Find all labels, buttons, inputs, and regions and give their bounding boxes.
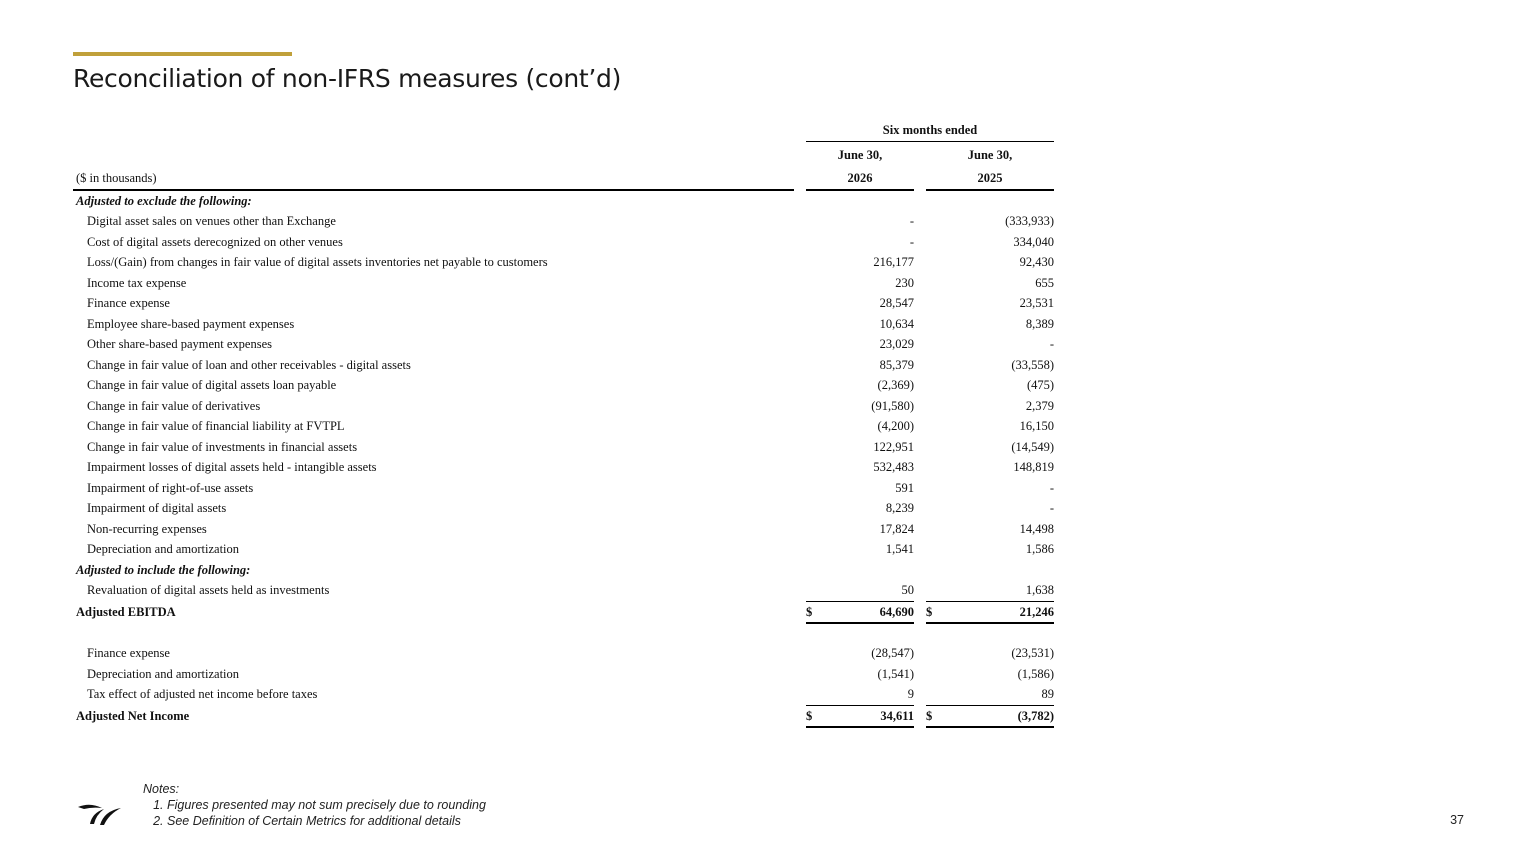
section-include-row: [73, 560, 1054, 581]
currency-cell: [926, 457, 942, 478]
table-row: [73, 437, 1054, 458]
currency-cell: [926, 478, 942, 499]
row-label: Revaluation of digital assets held as investments: [87, 583, 330, 598]
currency-cell: [806, 437, 822, 458]
value-2026: 8,239: [885, 501, 914, 515]
currency-cell: $: [806, 705, 822, 727]
currency-cell: [806, 396, 822, 417]
value-2025: 14,498: [1019, 521, 1055, 536]
gap-cell: [794, 457, 806, 478]
value-2025: 89: [1041, 687, 1055, 701]
currency-cell: [806, 684, 822, 705]
row-label: Change in fair value of loan and other receivables - digital assets: [87, 357, 411, 372]
row-label: Finance expense: [87, 296, 170, 310]
row-label: Non-recurring expenses: [87, 521, 207, 536]
value-2025: (3,782): [942, 705, 1054, 727]
value-2025: 148,819: [1013, 460, 1055, 474]
currency-cell: [806, 375, 822, 396]
row-label: Tax effect of adjusted net income before taxes: [87, 687, 318, 702]
reconciliation-table: [73, 120, 1054, 728]
row-label: Impairment losses of digital assets held - intangible assets: [87, 460, 377, 474]
value-2026: 28,547: [879, 296, 914, 310]
currency-cell: [806, 334, 822, 355]
currency-cell: [806, 457, 822, 478]
value-2025: -: [1049, 480, 1055, 495]
sep-cell: [914, 355, 926, 376]
value-2026: 1,541: [885, 542, 914, 556]
value-2026: (4,200): [877, 419, 914, 433]
sep-cell: [914, 437, 926, 458]
table-row: [73, 539, 1054, 560]
gap-cell: [794, 519, 806, 540]
sep-cell: [914, 601, 926, 623]
gap-cell: [794, 396, 806, 417]
currency-cell: [806, 664, 822, 685]
sep-cell: [914, 211, 926, 232]
sep-cell: [914, 314, 926, 335]
table-row: [73, 314, 1054, 335]
row-label: Impairment of right-of-use assets: [87, 480, 254, 495]
gap-cell: [794, 705, 806, 727]
row-label: Income tax expense: [87, 275, 187, 290]
sep-cell: [914, 396, 926, 417]
row-label: Impairment of digital assets: [87, 501, 227, 515]
value-2025: (14,549): [1011, 439, 1055, 454]
gap-cell: [794, 643, 806, 664]
table-row: [73, 355, 1054, 376]
currency-cell: [926, 437, 942, 458]
currency-cell: [926, 273, 942, 294]
table-row: [73, 457, 1054, 478]
table-row: [73, 211, 1054, 232]
value-2026: 34,611: [822, 705, 914, 727]
spacer-row: [73, 623, 1054, 643]
gap-cell: [794, 314, 806, 335]
gap-cell: [794, 334, 806, 355]
sep-cell: [914, 684, 926, 705]
sep-cell: [914, 478, 926, 499]
row-label: Change in fair value of investments in financial assets: [87, 439, 358, 454]
company-logo: [76, 800, 122, 826]
section-exclude-row: [73, 190, 1054, 212]
value-2025: 21,246: [942, 601, 1054, 623]
row-label: Adjusted EBITDA: [76, 604, 176, 619]
row-label: Other share-based payment expenses: [87, 337, 272, 351]
value-2026: 17,824: [879, 521, 914, 536]
value-2026: 532,483: [873, 460, 914, 474]
value-2025: (33,558): [1011, 357, 1055, 372]
notes-list: [143, 797, 486, 829]
slide-title: Reconciliation of non-IFRS measures (cont’d): [73, 64, 622, 93]
currency-cell: [926, 232, 942, 253]
currency-cell: [806, 355, 822, 376]
currency-cell: [926, 252, 942, 273]
currency-cell: [806, 498, 822, 519]
section-heading: Adjusted to include the following:: [76, 562, 251, 577]
value-2026: 64,690: [822, 601, 914, 623]
sep-cell: [914, 643, 926, 664]
currency-cell: [806, 580, 822, 601]
sep-cell: [914, 232, 926, 253]
currency-cell: [806, 232, 822, 253]
value-2025: 655: [1035, 275, 1055, 290]
table-row: [73, 580, 1054, 601]
title-accent-bar: [73, 52, 292, 56]
value-2025: (333,933): [1005, 214, 1055, 228]
date-header-row: [73, 141, 1054, 168]
page-number: 37: [1450, 813, 1464, 827]
value-2026: 216,177: [873, 255, 914, 269]
footnotes: [143, 781, 486, 829]
note-item: 1. Figures presented may not sum precisely due to rounding: [167, 797, 486, 813]
currency-cell: [806, 211, 822, 232]
table-row: [73, 664, 1054, 685]
currency-cell: [806, 416, 822, 437]
value-2025: 92,430: [1019, 255, 1055, 269]
sep-cell: [914, 375, 926, 396]
currency-cell: [926, 416, 942, 437]
currency-cell: [806, 643, 822, 664]
currency-cell: [806, 273, 822, 294]
table-row: [73, 416, 1054, 437]
sep-cell: [914, 664, 926, 685]
currency-cell: [806, 539, 822, 560]
col2-date-header: June 30,: [967, 147, 1013, 162]
adjusted-ebitda-row: [73, 601, 1054, 623]
sep-cell: [914, 416, 926, 437]
value-2026: -: [909, 214, 914, 228]
value-2025: (23,531): [1011, 646, 1055, 660]
value-2025: (1,586): [1017, 666, 1055, 681]
row-label: Depreciation and amortization: [87, 542, 240, 556]
gap-cell: [794, 416, 806, 437]
currency-cell: $: [806, 601, 822, 623]
currency-cell: [806, 252, 822, 273]
currency-cell: [926, 293, 942, 314]
gap-cell: [794, 437, 806, 458]
currency-cell: [926, 375, 942, 396]
value-2025: 334,040: [1013, 234, 1055, 249]
currency-cell: [926, 643, 942, 664]
row-label: Change in fair value of digital assets loan payable: [87, 378, 337, 392]
row-label: Cost of digital assets derecognized on other venues: [87, 234, 343, 249]
currency-cell: [926, 211, 942, 232]
currency-cell: [926, 314, 942, 335]
value-2025: 1,586: [1025, 542, 1055, 556]
value-2025: 16,150: [1019, 419, 1055, 433]
value-2026: 85,379: [879, 357, 914, 372]
value-2026: -: [909, 234, 914, 249]
gap-cell: [794, 355, 806, 376]
value-2025: -: [1049, 337, 1055, 351]
sep-cell: [914, 252, 926, 273]
value-2026: 10,634: [879, 316, 914, 331]
currency-cell: [926, 498, 942, 519]
row-label: Change in fair value of financial liability at FVTPL: [87, 419, 345, 433]
gap-cell: [794, 539, 806, 560]
adjusted-net-income-row: [73, 705, 1054, 727]
spacer-cell: [73, 623, 1054, 643]
row-label: Loss/(Gain) from changes in fair value of digital assets inventories net payable to customers: [87, 255, 548, 269]
col1-year-header: 2026: [806, 168, 914, 190]
gap-cell: [794, 478, 806, 499]
sep-cell: [914, 334, 926, 355]
currency-cell: [806, 478, 822, 499]
value-2025: 8,389: [1025, 316, 1055, 331]
table-row: [73, 478, 1054, 499]
sep-cell: [914, 498, 926, 519]
sep-cell: [914, 519, 926, 540]
row-label: Depreciation and amortization: [87, 666, 240, 681]
currency-cell: [926, 355, 942, 376]
value-2025: (475): [1026, 378, 1055, 392]
sep-cell: [914, 539, 926, 560]
currency-cell: [926, 396, 942, 417]
value-2026: (91,580): [871, 398, 914, 413]
note-item: 2. See Definition of Certain Metrics for additional details: [167, 813, 486, 829]
table-row: [73, 273, 1054, 294]
table-row: [73, 252, 1054, 273]
currency-cell: [926, 334, 942, 355]
value-2026: 122,951: [873, 439, 914, 454]
table-row: [73, 293, 1054, 314]
section-heading: Adjusted to exclude the following:: [76, 193, 252, 208]
value-2025: 1,638: [1025, 583, 1055, 597]
table-row: [73, 232, 1054, 253]
value-2026: (1,541): [877, 666, 914, 681]
value-2026: (2,369): [877, 378, 914, 392]
currency-cell: $: [926, 705, 942, 727]
currency-cell: $: [926, 601, 942, 623]
sep-cell: [914, 293, 926, 314]
currency-cell: [806, 314, 822, 335]
table-row: [73, 375, 1054, 396]
units-label: ($ in thousands): [73, 168, 794, 190]
value-2026: (28,547): [871, 646, 914, 660]
row-label: Employee share-based payment expenses: [87, 316, 295, 331]
col1-date-header: June 30,: [837, 147, 883, 162]
currency-cell: [926, 580, 942, 601]
gap-cell: [794, 211, 806, 232]
table-row: [73, 498, 1054, 519]
row-label: Finance expense: [87, 646, 170, 660]
gap-cell: [794, 273, 806, 294]
year-header-row: [73, 168, 1054, 190]
gap-cell: [794, 293, 806, 314]
currency-cell: [926, 539, 942, 560]
period-header: Six months ended: [806, 120, 1054, 141]
table-row: [73, 396, 1054, 417]
currency-cell: [926, 684, 942, 705]
sep-cell: [914, 705, 926, 727]
value-2026: 591: [895, 480, 914, 495]
sep-cell: [914, 580, 926, 601]
value-2025: 2,379: [1025, 398, 1055, 413]
value-2025: -: [1049, 501, 1055, 515]
period-header-row: [73, 120, 1054, 141]
currency-cell: [806, 293, 822, 314]
value-2026: 50: [901, 583, 914, 597]
gap-cell: [794, 580, 806, 601]
table-row: [73, 643, 1054, 664]
value-2026: 9: [907, 687, 914, 701]
col2-year-header: 2025: [926, 168, 1054, 190]
gap-cell: [794, 498, 806, 519]
row-label: Adjusted Net Income: [76, 708, 190, 723]
currency-cell: [806, 519, 822, 540]
sep-cell: [914, 457, 926, 478]
gap-cell: [794, 601, 806, 623]
gap-cell: [794, 375, 806, 396]
sep-cell: [914, 273, 926, 294]
notes-heading: Notes:: [143, 782, 180, 796]
table-row: [73, 334, 1054, 355]
currency-cell: [926, 519, 942, 540]
currency-cell: [926, 664, 942, 685]
table-row: [73, 519, 1054, 540]
gap-cell: [794, 684, 806, 705]
gap-cell: [794, 664, 806, 685]
table-row: [73, 684, 1054, 705]
row-label: Change in fair value of derivatives: [87, 398, 261, 413]
row-label: Digital asset sales on venues other than Exchange: [87, 214, 336, 228]
gap-cell: [794, 232, 806, 253]
gap-cell: [794, 252, 806, 273]
value-2026: 230: [895, 275, 914, 290]
value-2026: 23,029: [879, 337, 914, 351]
value-2025: 23,531: [1019, 296, 1055, 310]
